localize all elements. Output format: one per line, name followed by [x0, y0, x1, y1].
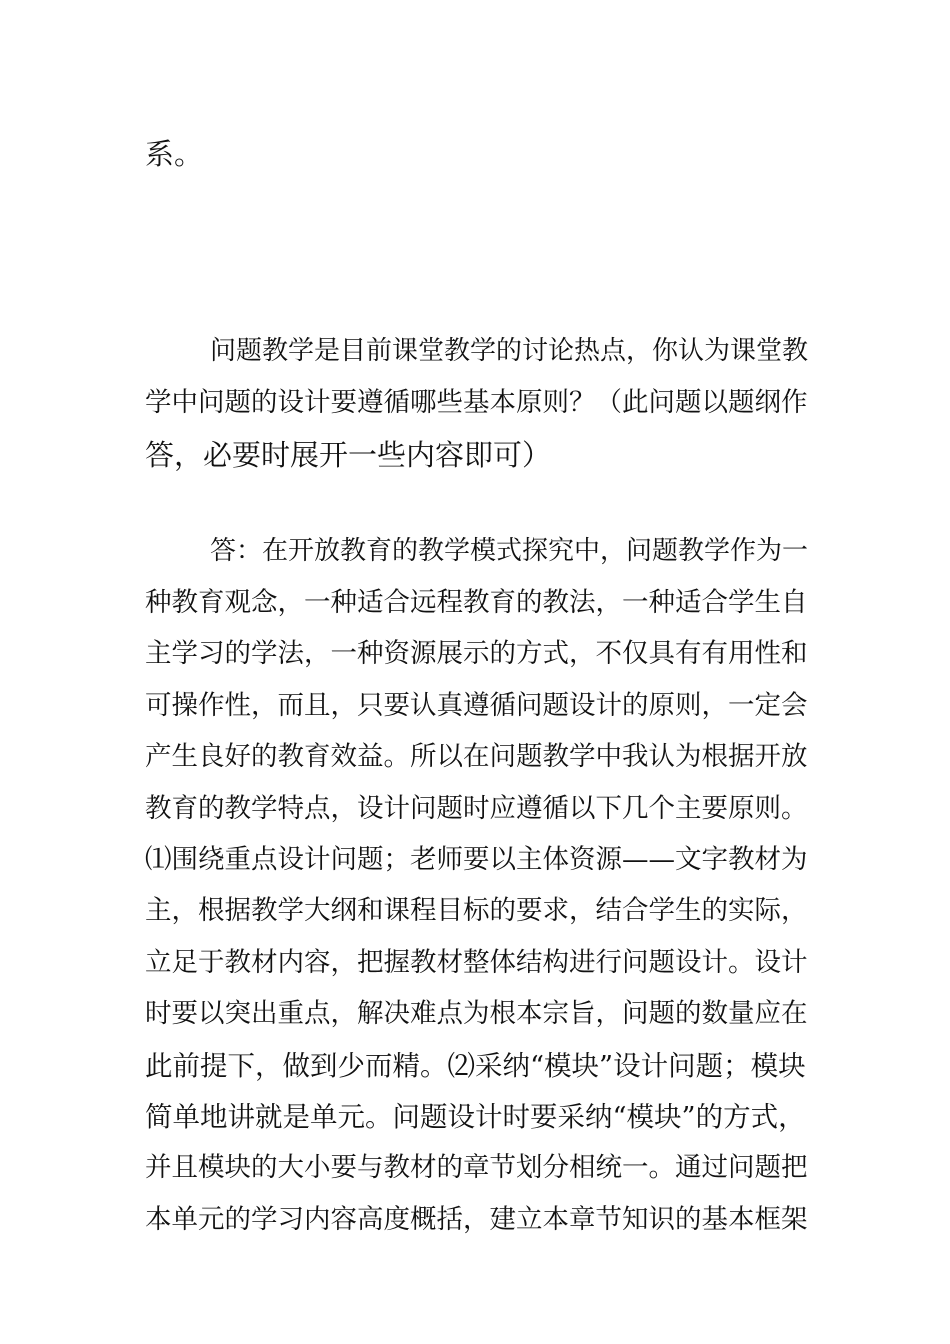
answer-line-10: 时要以突出重点，解决难点为根本宗旨，问题的数量应在 [145, 998, 808, 1029]
fragment-line-1: 系。 [145, 137, 204, 171]
answer-line-14: 本单元的学习内容高度概括，建立本章节知识的基本框架 [145, 1204, 808, 1235]
answer-line-3: 主学习的学法，一种资源展示的方式，不仅具有有用性和 [145, 638, 808, 669]
answer-line-2: 种教育观念，一种适合远程教育的教法，一种适合学生自 [145, 587, 808, 618]
question-line-3: 答，必要时展开一些内容即可） [145, 438, 552, 472]
question-line-2: 学中问题的设计要遵循哪些基本原则？（此问题以题纲作 [145, 387, 808, 418]
question-line-1: 问题教学是目前课堂教学的讨论热点，你认为课堂教 [210, 336, 809, 366]
answer-line-13: 并且模块的大小要与教材的章节划分相统一。通过问题把 [145, 1152, 808, 1183]
answer-line-8: 主，根据教学大纲和课程目标的要求，结合学生的实际， [145, 895, 808, 926]
answer-line-11: 此前提下，做到少而精。⑵采纳“模块”设计问题；模块 [145, 1050, 806, 1082]
answer-line-1: 答：在开放教育的教学模式探究中，问题教学作为一 [210, 536, 809, 566]
answer-line-4: 可操作性，而且，只要认真遵循问题设计的原则，一定会 [145, 690, 808, 721]
answer-line-12: 简单地讲就是单元。问题设计时要采纳“模块”的方式， [145, 1101, 806, 1133]
answer-line-5: 产生良好的教育效益。所以在问题教学中我认为根据开放 [145, 741, 808, 772]
answer-line-6: 教育的教学特点，设计问题时应遵循以下几个主要原则。 [145, 793, 808, 824]
answer-line-7: ⑴围绕重点设计问题；老师要以主体资源——文字教材为 [145, 844, 808, 875]
answer-line-9: 立足于教材内容，把握教材整体结构进行问题设计。设计 [145, 947, 808, 978]
